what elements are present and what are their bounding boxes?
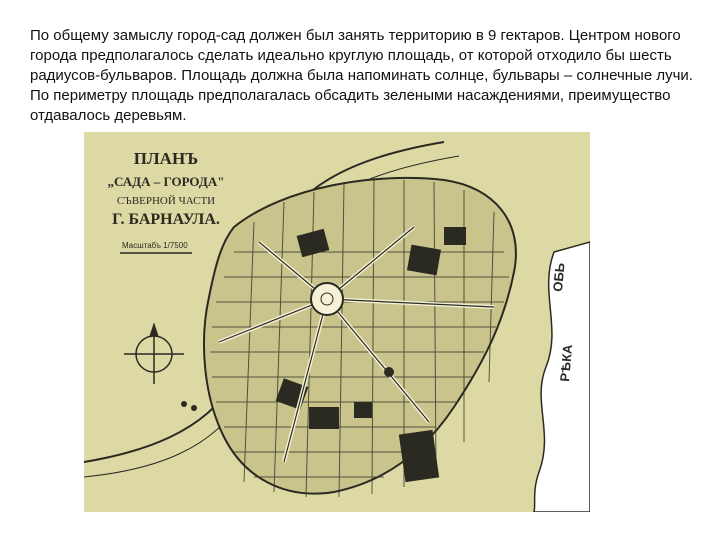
city-plan-image — [84, 132, 590, 512]
secondary-square — [417, 255, 427, 265]
city-plan-drawing — [84, 132, 590, 512]
map-title-line2: „САДА – ГОРОДА" — [107, 174, 225, 189]
river-label-2: РѢКА — [557, 343, 576, 383]
map-mark — [181, 401, 187, 407]
secondary-square — [384, 367, 394, 377]
river-label: ОБЬ — [550, 262, 568, 293]
intro-text — [30, 26, 695, 126]
map-title-line3: СЪВЕРНОЙ ЧАСТИ — [116, 195, 216, 207]
map-title — [108, 149, 225, 228]
map-scale: Масштабъ 1/7500 — [122, 241, 188, 250]
map-mark — [191, 405, 197, 411]
intro-paragraph: По общему замыслу город-сад должен был занять территорию в 9 гектаров. Центром нового города предполагалось сделать идеально круглую площадь, от которой отходило бы шесть радиусов-бульваров. Площадь должна была напоминать солнце, бульвары – солнечные лучи. По периметру площадь предполагалась обсадить зелеными насаждениями, преимущество отдавалось деревьям. — [30, 27, 693, 124]
map-title-line1: ПЛАНЪ — [133, 149, 199, 168]
map-title-line4: Г. БАРНАУЛА. — [112, 211, 220, 228]
compass-icon — [124, 324, 184, 384]
